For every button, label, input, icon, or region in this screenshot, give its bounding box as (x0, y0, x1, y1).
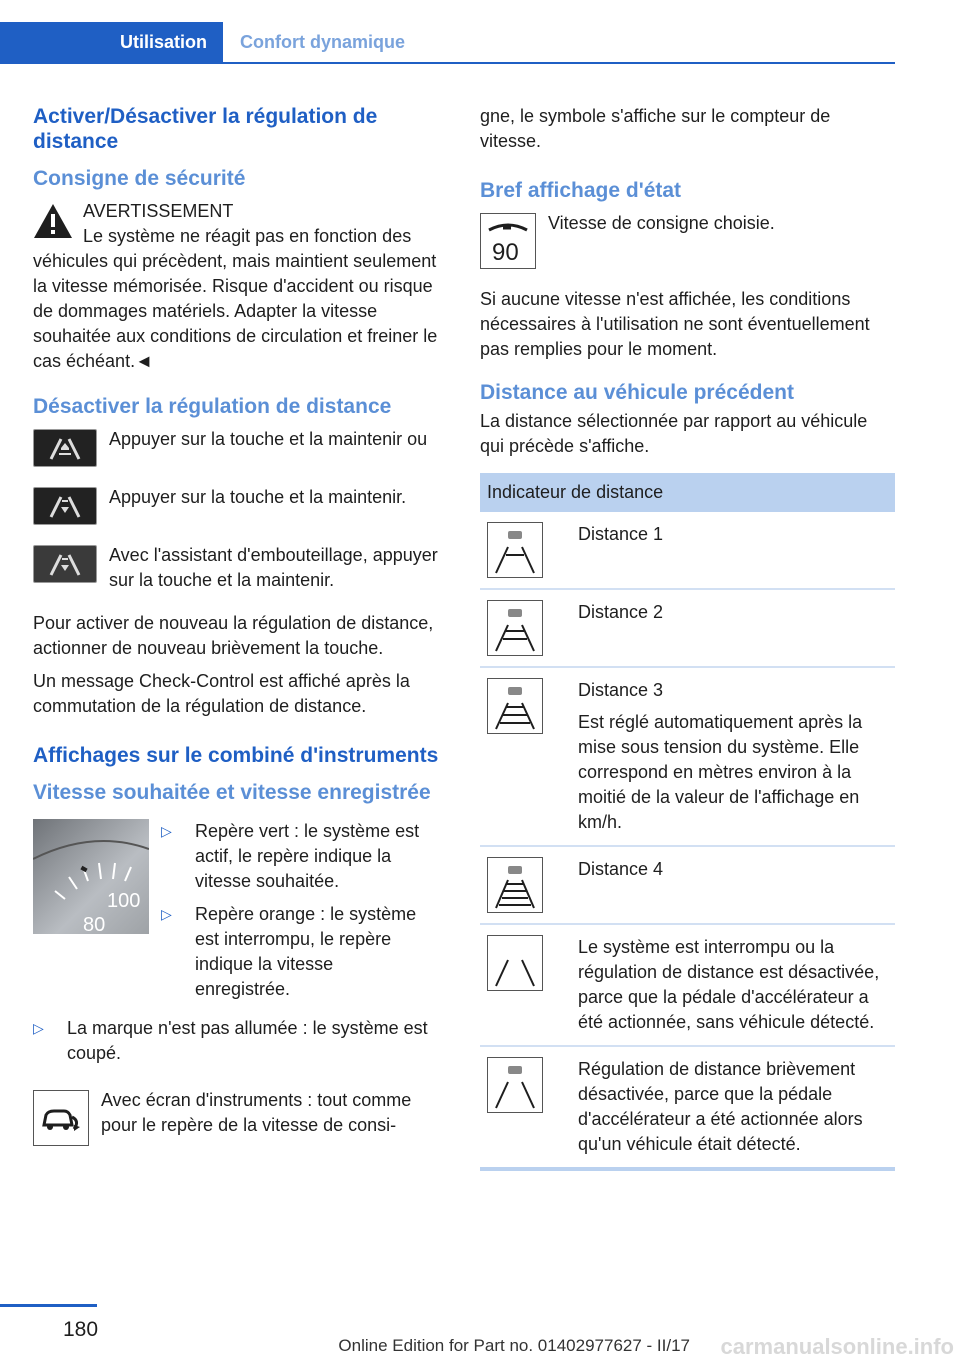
bullet-orange: ▷ Repère orange : le système est interrompu, le repère indique la vitesse enregistrée. (161, 902, 421, 1002)
button-row-1 (33, 427, 447, 467)
gauge-row (33, 819, 447, 1010)
right-column (480, 104, 895, 1171)
button-3-text: Avec l'assistant d'embouteillage, appuyer sur la touche et la maintenir. (109, 545, 438, 590)
distance-2-icon (487, 600, 543, 656)
para-distance: La distance sélectionnée par rapport au véhicule qui précède s'affiche. (480, 411, 868, 456)
button-2-text: Appuyer sur la touche et la maintenir. (109, 487, 407, 507)
para-continuation: gne, le symbole s'affiche sur le compteur de vitesse. (480, 106, 831, 151)
table-row (480, 1046, 895, 1169)
tab-utilisation[interactable]: Utilisation (0, 22, 223, 62)
row-text: Distance 2 (578, 602, 664, 622)
distance-1-icon (487, 522, 543, 578)
row-text: Distance 4 (578, 859, 664, 879)
warning-triangle-icon (33, 203, 73, 239)
speedometer-image (33, 819, 149, 934)
button-row-2 (33, 485, 447, 525)
warning-title: AVERTISSEMENT (83, 201, 234, 221)
distance-table (480, 473, 895, 1171)
heading-bref: Bref affichage d'état (480, 179, 682, 202)
heading-affichages: Affichages sur le combiné d'instruments (33, 744, 439, 767)
para-consigne: Vitesse de consigne choisie. (548, 213, 775, 233)
bullet-off: ▷ La marque n'est pas allumée : le système est coupé. (33, 1016, 447, 1066)
row-extra: Est réglé automatiquement après la mise sous tension du système. Elle correspond en mètres environ à la moitié de la valeur de l'affichage en km/h. (578, 712, 863, 832)
gauge-bullets (161, 819, 421, 1010)
row-text: Régulation de distance brièvement désactivée, parce que la pédale d'accélérateur a été actionnée alors qu'un véhicule était détecté. (578, 1059, 863, 1154)
tab-confort-dynamique[interactable]: Confort dynamique (240, 31, 405, 52)
set-speed-icon (480, 213, 536, 269)
distance-button-icon (33, 429, 97, 467)
row-text: Distance 1 (578, 524, 664, 544)
gauge-label-80: 80 (83, 914, 106, 934)
watermark: carmanualsonline.info (720, 1334, 954, 1359)
bullet-green: ▷ Repère vert : le système est actif, le repère indique la vitesse souhaitée. (161, 819, 421, 894)
vehicle-detected-icon (487, 1057, 543, 1113)
header-bar (0, 22, 895, 64)
para-message: Un message Check-Control est affiché après la commutation de la régulation de distance. (33, 671, 410, 716)
ecran-row (33, 1088, 447, 1146)
button-row-3 (33, 543, 447, 593)
table-row (480, 924, 895, 1046)
left-column (33, 104, 447, 1164)
heading-distance: Distance au véhicule précédent (480, 381, 794, 404)
heading-desactiver: Désactiver la régulation de distance (33, 395, 392, 418)
row-text: Distance 3 (578, 680, 664, 700)
warning-block (33, 199, 447, 374)
table-row (480, 667, 895, 846)
edition-text: Online Edition for Part no. 01402977627 - II/17 (338, 1336, 690, 1355)
button-1-text: Appuyer sur la touche et la maintenir ou (109, 429, 428, 449)
speed-value: 90 (492, 239, 519, 266)
row-text: Le système est interrompu ou la régulation de distance est désactivée, parce que la pédale d'accélérateur a été actionnée, sans véhicule détecté. (578, 937, 880, 1032)
traffic-jam-assistant-button-icon (33, 545, 97, 583)
speed-row (480, 211, 895, 269)
footer-rule (0, 1304, 97, 1307)
system-interrupted-icon (487, 935, 543, 991)
warning-body: Le système ne réagit pas en fonction des véhicules qui précèdent, mais maintient seulement la vitesse mémorisée. Risque d'accident ou risque de dommages matériels. Adapter la vitesse souhaitée aux conditions de circulation et freiner le cas échéant.◄ (33, 226, 438, 371)
heading-activer: Activer/Désactiver la régulation de distance (33, 105, 378, 153)
table-row (480, 512, 895, 589)
distance-3-icon (487, 678, 543, 734)
para-reactiver: Pour activer de nouveau la régulation de distance, actionner de nouveau brièvement la touche. (33, 613, 434, 658)
heading-vitesse: Vitesse souhaitée et vitesse enregistrée (33, 781, 431, 804)
gauge-label-100: 100 (107, 890, 141, 912)
table-row (480, 589, 895, 667)
distance-4-icon (487, 857, 543, 913)
page-number: 180 (63, 1318, 99, 1341)
ecran-text: Avec écran d'instruments : tout comme pour le repère de la vitesse de consi- (101, 1090, 412, 1135)
table-row (480, 846, 895, 924)
cruise-control-car-icon (33, 1090, 89, 1146)
table-header: Indicateur de distance (480, 473, 895, 512)
para-aucune: Si aucune vitesse n'est affichée, les conditions nécessaires à l'utilisation ne sont éventuellement pas remplies pour le moment. (480, 289, 870, 359)
bullet-list-2 (33, 1016, 447, 1066)
distance-button-down-icon (33, 487, 97, 525)
heading-consigne: Consigne de sécurité (33, 167, 246, 190)
